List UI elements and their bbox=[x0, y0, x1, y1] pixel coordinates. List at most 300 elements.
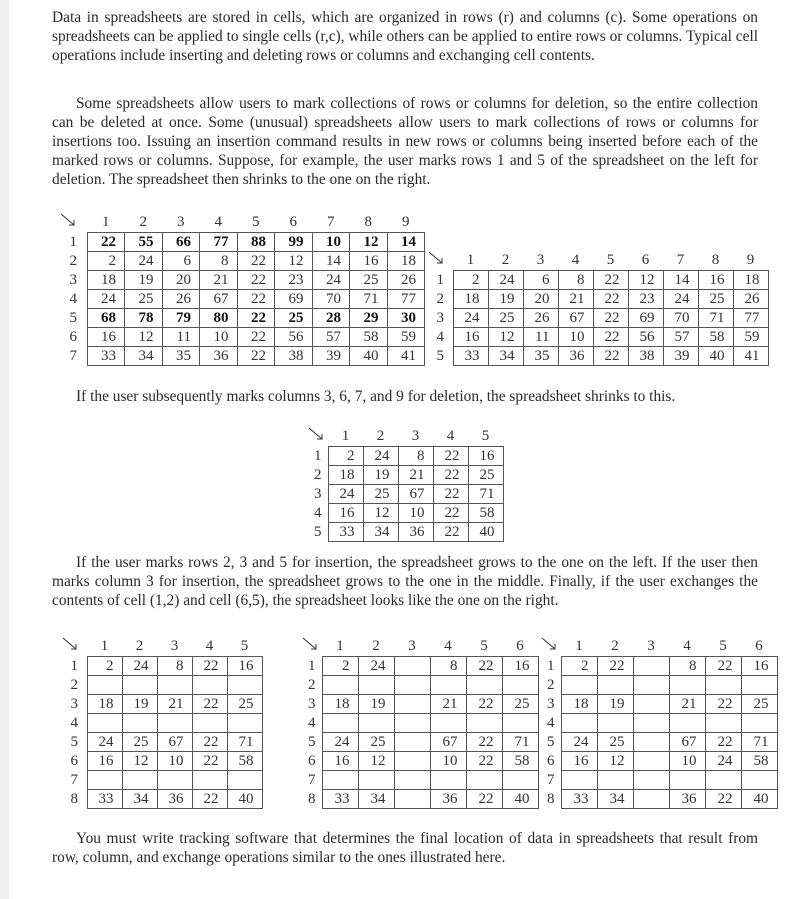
column-header: 9 bbox=[746, 252, 755, 269]
sheet-cell: 57 bbox=[312, 327, 350, 346]
sheet-cell: 22 bbox=[597, 656, 633, 675]
table-row bbox=[541, 770, 777, 789]
sheet-cell: 41 bbox=[733, 346, 768, 365]
table-row bbox=[60, 289, 425, 308]
sheet-cell: 22 bbox=[593, 346, 628, 365]
sheet-cell: 71 bbox=[227, 732, 262, 751]
sheet-cell: 22 bbox=[433, 465, 468, 484]
sheet-cell: 77 bbox=[200, 232, 238, 251]
spreadsheet-original bbox=[60, 213, 425, 366]
sheet-cell: 26 bbox=[733, 289, 768, 308]
sheet-cell: 14 bbox=[387, 232, 425, 251]
column-header-row bbox=[60, 213, 425, 232]
sheet-cell: 16 bbox=[698, 270, 733, 289]
sheet-cell: 33 bbox=[87, 346, 125, 365]
sheet-cell: 40 bbox=[698, 346, 733, 365]
sheet-cell bbox=[87, 675, 122, 694]
sheet-cell: 33 bbox=[322, 789, 358, 808]
sheet-cell bbox=[741, 713, 777, 732]
sheet-cell: 67 bbox=[200, 289, 238, 308]
sheet-cell bbox=[466, 713, 502, 732]
sheet-cell: 22 bbox=[237, 346, 275, 365]
sheet-cell: 40 bbox=[227, 789, 262, 808]
sheet-cell: 69 bbox=[628, 308, 663, 327]
sheet-cell: 14 bbox=[663, 270, 698, 289]
sheet-cell: 67 bbox=[157, 732, 192, 751]
column-header: 9 bbox=[402, 214, 410, 231]
sheet-cell: 16 bbox=[227, 656, 262, 675]
row-header: 4 bbox=[69, 290, 77, 307]
sheet-cell: 58 bbox=[227, 751, 262, 770]
sheet-cell: 36 bbox=[669, 789, 705, 808]
sheet-cell bbox=[561, 770, 597, 789]
sheet-cell: 10 bbox=[200, 327, 238, 346]
diagonal-arrow-icon bbox=[428, 251, 444, 265]
sheet-cell bbox=[227, 675, 262, 694]
sheet-cell: 19 bbox=[125, 270, 163, 289]
sheet-cell: 71 bbox=[350, 289, 388, 308]
row-header: 1 bbox=[70, 657, 78, 674]
sheet-cell: 22 bbox=[705, 789, 741, 808]
sheet-cell: 40 bbox=[741, 789, 777, 808]
diagonal-arrow-icon bbox=[302, 637, 318, 651]
sheet-cell: 16 bbox=[741, 656, 777, 675]
sheet-cell bbox=[705, 675, 741, 694]
corner-cell bbox=[60, 213, 87, 232]
column-header: 4 bbox=[683, 638, 691, 655]
sheet-cell: 20 bbox=[523, 289, 558, 308]
sheet-cell: 16 bbox=[502, 656, 538, 675]
sheet-cell: 25 bbox=[227, 694, 262, 713]
sheet-cell: 12 bbox=[363, 503, 398, 522]
column-header: 2 bbox=[611, 638, 619, 655]
sheet-cell bbox=[597, 713, 633, 732]
sheet-cell: 22 bbox=[192, 732, 227, 751]
sheet-cell: 22 bbox=[705, 656, 741, 675]
sheet-cell: 8 bbox=[200, 251, 238, 270]
sheet-cell: 22 bbox=[466, 789, 502, 808]
sheet-cell: 12 bbox=[350, 232, 388, 251]
diagonal-arrow-icon bbox=[60, 213, 76, 227]
sheet-cell bbox=[157, 675, 192, 694]
sheet-cell: 24 bbox=[87, 289, 125, 308]
sheet-cell: 21 bbox=[157, 694, 192, 713]
row-header: 2 bbox=[69, 252, 77, 269]
sheet-cell bbox=[502, 770, 538, 789]
sheet-cell bbox=[741, 675, 777, 694]
sheet-cell: 25 bbox=[488, 308, 523, 327]
table-row bbox=[60, 251, 425, 270]
sheet-cell: 34 bbox=[358, 789, 394, 808]
row-header: 6 bbox=[308, 752, 316, 769]
sheet-cell bbox=[394, 656, 430, 675]
row-header: 5 bbox=[436, 347, 444, 364]
sheet-cell: 12 bbox=[275, 251, 313, 270]
sheet-cell: 18 bbox=[87, 270, 125, 289]
sheet-cell: 19 bbox=[363, 465, 398, 484]
sheet-cell: 28 bbox=[312, 308, 350, 327]
sheet-cell: 70 bbox=[663, 308, 698, 327]
paragraph-intro: Data in spreadsheets are stored in cells, which are organized in rows (r) and columns (c). Some operations on spreadsheets can be applied to single cells (r,c), while others can be applied to entire rows or columns. Typical cell operations include inserting and deleting rows or columns and exchanging cell contents. bbox=[52, 9, 758, 64]
sheet-cell: 26 bbox=[523, 308, 558, 327]
sheet-cell: 38 bbox=[628, 346, 663, 365]
sheet-cell bbox=[633, 694, 669, 713]
spreadsheet-after-col-delete bbox=[308, 427, 504, 542]
row-header: 8 bbox=[547, 790, 555, 807]
sheet-cell: 22 bbox=[433, 446, 468, 465]
sheet-cell: 21 bbox=[669, 694, 705, 713]
sheet-cell: 10 bbox=[669, 751, 705, 770]
paragraph-deletion-example: Some spreadsheets allow users to mark collections of rows or columns for deletion, so the entire collection can be deleted at once. Some (unusual) spreadsheets allow users to mark collections of rows or columns for insertions too. Issuing an insertion command results in new rows or columns being inserted before each of the marked rows or columns. Suppose, for example, the user marks rows 1 and 5 of the spreadsheet on the left for deletion. The spreadsheet then shrinks to the one on the right. bbox=[52, 95, 758, 188]
row-header: 2 bbox=[70, 676, 78, 693]
sheet-cell: 6 bbox=[523, 270, 558, 289]
sheet-cell bbox=[633, 770, 669, 789]
row-header: 4 bbox=[314, 504, 322, 521]
spreadsheet-after-col-insert bbox=[302, 637, 539, 809]
paragraph-task: You must write tracking software that determines the final location of data in spreadsheets that result from row, column, and exchange operations similar to the ones illustrated here. bbox=[52, 830, 758, 866]
sheet-cell bbox=[227, 713, 262, 732]
sheet-cell bbox=[669, 713, 705, 732]
column-header-row bbox=[541, 637, 777, 656]
row-header: 7 bbox=[70, 771, 78, 788]
sheet-cell bbox=[502, 675, 538, 694]
column-header: 2 bbox=[139, 214, 147, 231]
sheet-cell: 71 bbox=[502, 732, 538, 751]
sheet-cell: 79 bbox=[162, 308, 200, 327]
sheet-cell: 67 bbox=[669, 732, 705, 751]
sheet-cell: 12 bbox=[358, 751, 394, 770]
sheet-cell bbox=[633, 751, 669, 770]
sheet-cell: 24 bbox=[488, 270, 523, 289]
sheet-cell: 19 bbox=[358, 694, 394, 713]
column-header: 8 bbox=[711, 252, 720, 269]
sheet-cell bbox=[502, 713, 538, 732]
sheet-cell: 22 bbox=[593, 308, 628, 327]
spreadsheet-after-row-insert bbox=[62, 637, 263, 809]
sheet-cell: 24 bbox=[561, 732, 597, 751]
column-header: 6 bbox=[641, 252, 650, 269]
row-header: 8 bbox=[70, 790, 78, 807]
column-header: 5 bbox=[481, 428, 490, 445]
column-header: 3 bbox=[170, 638, 179, 655]
table-row bbox=[308, 465, 503, 484]
sheet-cell bbox=[394, 789, 430, 808]
sheet-cell: 8 bbox=[558, 270, 593, 289]
row-header: 1 bbox=[547, 657, 555, 674]
sheet-cell: 34 bbox=[125, 346, 163, 365]
column-header: 1 bbox=[466, 252, 475, 269]
sheet-cell: 25 bbox=[468, 465, 503, 484]
sheet-cell: 22 bbox=[237, 251, 275, 270]
sheet-cell bbox=[87, 713, 122, 732]
sheet-cell bbox=[157, 770, 192, 789]
row-header: 6 bbox=[547, 752, 555, 769]
sheet-cell: 34 bbox=[597, 789, 633, 808]
sheet-cell bbox=[669, 770, 705, 789]
row-header: 1 bbox=[314, 447, 322, 464]
table-row bbox=[541, 656, 777, 675]
table-row bbox=[541, 713, 777, 732]
sheet-cell: 58 bbox=[468, 503, 503, 522]
sheet-cell: 24 bbox=[453, 308, 488, 327]
sheet-cell: 6 bbox=[162, 251, 200, 270]
column-header: 3 bbox=[647, 638, 655, 655]
sheet-cell: 77 bbox=[733, 308, 768, 327]
sheet-cell: 24 bbox=[122, 656, 157, 675]
sheet-cell: 19 bbox=[597, 694, 633, 713]
column-header: 7 bbox=[327, 214, 335, 231]
sheet-cell: 29 bbox=[350, 308, 388, 327]
sheet-cell: 58 bbox=[698, 327, 733, 346]
row-header: 7 bbox=[547, 771, 555, 788]
table-row bbox=[302, 751, 538, 770]
table-row bbox=[62, 713, 262, 732]
sheet-cell: 22 bbox=[593, 270, 628, 289]
sheet-cell bbox=[394, 694, 430, 713]
sheet-cell: 25 bbox=[363, 484, 398, 503]
sheet-cell bbox=[705, 713, 741, 732]
table-row bbox=[428, 346, 768, 365]
sheet-cell: 34 bbox=[488, 346, 523, 365]
column-header: 4 bbox=[571, 252, 580, 269]
sheet-cell: 8 bbox=[430, 656, 466, 675]
sheet-cell: 58 bbox=[502, 751, 538, 770]
sheet-cell: 24 bbox=[322, 732, 358, 751]
corner-cell bbox=[428, 251, 453, 270]
sheet-cell: 40 bbox=[468, 522, 503, 541]
table-row bbox=[60, 232, 425, 251]
sheet-cell: 40 bbox=[350, 346, 388, 365]
table-row bbox=[62, 656, 262, 675]
sheet-cell: 80 bbox=[200, 308, 238, 327]
column-header: 5 bbox=[719, 638, 727, 655]
sheet-cell: 22 bbox=[237, 289, 275, 308]
column-header-row bbox=[308, 427, 503, 446]
diagonal-arrow-icon bbox=[308, 427, 324, 441]
sheet-cell: 78 bbox=[125, 308, 163, 327]
sheet-cell: 23 bbox=[275, 270, 313, 289]
sheet-cell: 24 bbox=[363, 446, 398, 465]
sheet-cell bbox=[430, 713, 466, 732]
table-row bbox=[62, 675, 262, 694]
sheet-cell: 21 bbox=[430, 694, 466, 713]
sheet-cell bbox=[394, 732, 430, 751]
sheet-cell: 22 bbox=[593, 289, 628, 308]
sheet-cell bbox=[466, 770, 502, 789]
sheet-cell: 2 bbox=[87, 656, 122, 675]
sheet-cell bbox=[741, 770, 777, 789]
row-header: 4 bbox=[70, 714, 78, 731]
sheet-cell: 25 bbox=[741, 694, 777, 713]
sheet-cell: 33 bbox=[453, 346, 488, 365]
sheet-cell: 10 bbox=[558, 327, 593, 346]
sheet-cell bbox=[633, 675, 669, 694]
paragraph-insertion-example: If the user marks rows 2, 3 and 5 for insertion, the spreadsheet grows to the one on the left. If the user then marks column 3 for insertion, the spreadsheet grows to the one in the middle. Finally, if the user exchanges the contents of cell (1,2) and cell (6,5), the spreadsheet looks like the one on the right. bbox=[52, 554, 758, 609]
sheet-cell: 67 bbox=[558, 308, 593, 327]
sheet-cell: 24 bbox=[125, 251, 163, 270]
sheet-cell: 2 bbox=[561, 656, 597, 675]
sheet-cell: 59 bbox=[387, 327, 425, 346]
sheet-cell: 39 bbox=[663, 346, 698, 365]
column-header: 4 bbox=[444, 638, 452, 655]
sheet-cell: 77 bbox=[387, 289, 425, 308]
sheet-cell: 16 bbox=[350, 251, 388, 270]
paragraph-column-deletion: If the user subsequently marks columns 3, 6, 7, and 9 for deletion, the spreadsheet shrinks to this. bbox=[76, 388, 676, 405]
table-row bbox=[308, 484, 503, 503]
row-header: 6 bbox=[69, 328, 77, 345]
sheet-cell: 57 bbox=[663, 327, 698, 346]
row-header: 4 bbox=[547, 714, 555, 731]
table-row bbox=[302, 694, 538, 713]
sheet-cell: 16 bbox=[328, 503, 363, 522]
sheet-cell: 20 bbox=[162, 270, 200, 289]
sheet-cell bbox=[192, 770, 227, 789]
row-header: 7 bbox=[69, 347, 77, 364]
sheet-cell: 18 bbox=[733, 270, 768, 289]
row-header: 1 bbox=[308, 657, 316, 674]
sheet-cell: 24 bbox=[358, 656, 394, 675]
row-header: 3 bbox=[69, 271, 77, 288]
row-header: 3 bbox=[436, 309, 444, 326]
column-header: 2 bbox=[501, 252, 510, 269]
sheet-cell: 69 bbox=[275, 289, 313, 308]
sheet-cell: 22 bbox=[433, 503, 468, 522]
corner-cell bbox=[308, 427, 328, 446]
sheet-cell: 58 bbox=[741, 751, 777, 770]
sheet-cell: 26 bbox=[162, 289, 200, 308]
sheet-cell bbox=[358, 770, 394, 789]
sheet-cell: 36 bbox=[157, 789, 192, 808]
table-row bbox=[302, 770, 538, 789]
table-row bbox=[541, 789, 777, 808]
row-header: 3 bbox=[547, 695, 555, 712]
sheet-cell: 22 bbox=[466, 694, 502, 713]
table-row bbox=[62, 732, 262, 751]
row-header: 7 bbox=[308, 771, 316, 788]
sheet-cell: 18 bbox=[322, 694, 358, 713]
spreadsheet-table bbox=[302, 637, 539, 809]
sheet-cell: 36 bbox=[430, 789, 466, 808]
sheet-cell: 19 bbox=[122, 694, 157, 713]
sheet-cell: 25 bbox=[597, 732, 633, 751]
table-row bbox=[541, 675, 777, 694]
sheet-cell bbox=[394, 751, 430, 770]
sheet-cell: 88 bbox=[237, 232, 275, 251]
sheet-cell: 22 bbox=[192, 694, 227, 713]
column-header: 5 bbox=[240, 638, 249, 655]
sheet-cell: 41 bbox=[387, 346, 425, 365]
sheet-cell: 16 bbox=[468, 446, 503, 465]
sheet-cell: 24 bbox=[87, 732, 122, 751]
column-header: 4 bbox=[446, 428, 455, 445]
sheet-cell bbox=[561, 675, 597, 694]
column-header: 8 bbox=[364, 214, 372, 231]
row-header: 2 bbox=[436, 290, 444, 307]
sheet-cell bbox=[430, 675, 466, 694]
sheet-cell bbox=[87, 770, 122, 789]
sheet-cell bbox=[322, 713, 358, 732]
table-row bbox=[302, 656, 538, 675]
sheet-cell: 2 bbox=[453, 270, 488, 289]
sheet-cell: 16 bbox=[87, 327, 125, 346]
sheet-cell: 99 bbox=[275, 232, 313, 251]
row-header: 6 bbox=[70, 752, 78, 769]
sheet-cell: 22 bbox=[705, 694, 741, 713]
table-row bbox=[308, 522, 503, 541]
table-row bbox=[428, 289, 768, 308]
sheet-cell: 25 bbox=[350, 270, 388, 289]
sheet-cell: 11 bbox=[523, 327, 558, 346]
sheet-cell: 10 bbox=[157, 751, 192, 770]
sheet-cell: 16 bbox=[322, 751, 358, 770]
column-header: 5 bbox=[480, 638, 488, 655]
column-header: 3 bbox=[408, 638, 416, 655]
row-header: 5 bbox=[69, 309, 77, 326]
table-row bbox=[308, 503, 503, 522]
sheet-cell: 67 bbox=[398, 484, 433, 503]
sheet-cell: 26 bbox=[387, 270, 425, 289]
row-header: 3 bbox=[308, 695, 316, 712]
sheet-cell: 21 bbox=[200, 270, 238, 289]
table-row bbox=[541, 751, 777, 770]
page-margin-strip bbox=[0, 0, 9, 899]
sheet-cell: 58 bbox=[350, 327, 388, 346]
sheet-cell: 16 bbox=[453, 327, 488, 346]
column-header: 7 bbox=[676, 252, 685, 269]
sheet-cell: 66 bbox=[162, 232, 200, 251]
sheet-cell: 12 bbox=[122, 751, 157, 770]
sheet-cell: 22 bbox=[466, 751, 502, 770]
sheet-cell bbox=[705, 770, 741, 789]
column-header: 2 bbox=[376, 428, 385, 445]
sheet-cell: 71 bbox=[741, 732, 777, 751]
row-header: 4 bbox=[436, 328, 444, 345]
table-row bbox=[541, 732, 777, 751]
sheet-cell: 22 bbox=[237, 270, 275, 289]
row-header: 1 bbox=[69, 233, 77, 250]
sheet-cell bbox=[394, 770, 430, 789]
sheet-cell bbox=[157, 713, 192, 732]
sheet-cell bbox=[122, 675, 157, 694]
sheet-cell bbox=[669, 675, 705, 694]
sheet-cell: 59 bbox=[733, 327, 768, 346]
sheet-cell: 22 bbox=[192, 656, 227, 675]
sheet-cell: 16 bbox=[87, 751, 122, 770]
sheet-cell bbox=[322, 770, 358, 789]
table-row bbox=[428, 270, 768, 289]
sheet-cell: 18 bbox=[328, 465, 363, 484]
spreadsheet-table bbox=[308, 427, 504, 542]
row-header: 2 bbox=[308, 676, 316, 693]
column-header: 1 bbox=[102, 214, 110, 231]
sheet-cell: 18 bbox=[453, 289, 488, 308]
sheet-cell bbox=[633, 789, 669, 808]
sheet-cell: 8 bbox=[157, 656, 192, 675]
column-header: 3 bbox=[536, 252, 545, 269]
column-header: 4 bbox=[205, 638, 214, 655]
sheet-cell: 38 bbox=[275, 346, 313, 365]
column-header: 6 bbox=[516, 638, 524, 655]
sheet-cell: 12 bbox=[125, 327, 163, 346]
sheet-cell: 25 bbox=[275, 308, 313, 327]
sheet-cell: 34 bbox=[363, 522, 398, 541]
column-header: 3 bbox=[411, 428, 420, 445]
sheet-cell: 25 bbox=[502, 694, 538, 713]
sheet-cell: 10 bbox=[398, 503, 433, 522]
sheet-cell bbox=[192, 675, 227, 694]
row-header: 2 bbox=[547, 676, 555, 693]
sheet-cell: 67 bbox=[430, 732, 466, 751]
